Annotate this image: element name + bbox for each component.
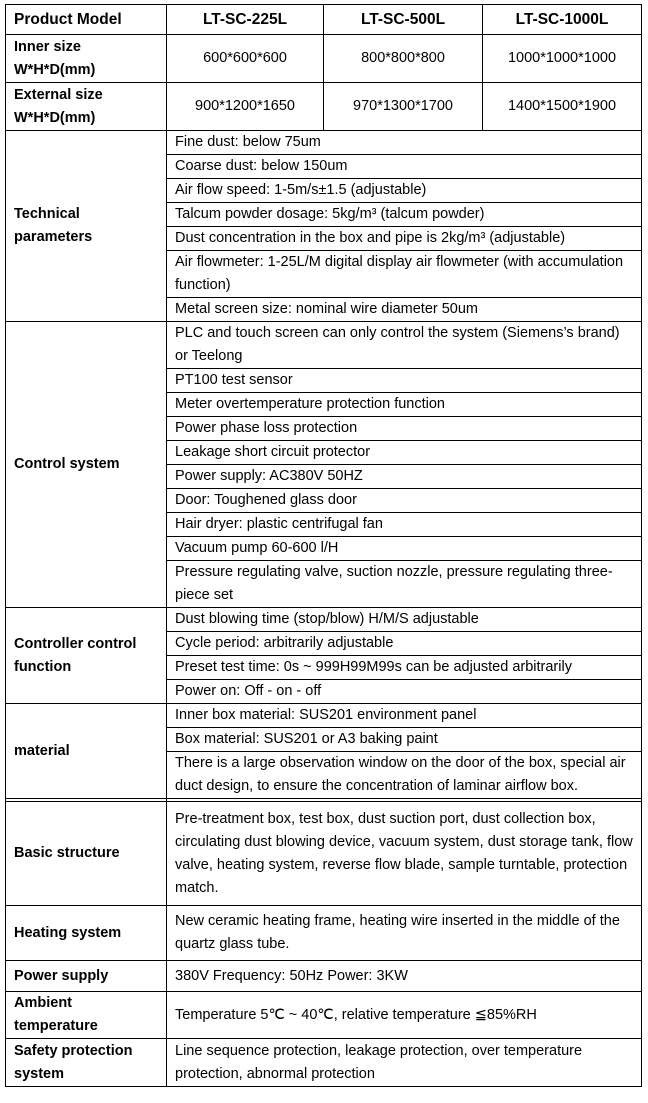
technical-item: Dust concentration in the box and pipe is 2kg/m³ (adjustable) [167, 227, 642, 251]
technical-item: Fine dust: below 75um [167, 131, 642, 155]
external-size-225l: 900*1200*1650 [167, 83, 324, 131]
material-row [6, 704, 642, 728]
power-value: 380V Frequency: 50Hz Power: 3KW [167, 961, 642, 992]
controller-item: Cycle period: arbitrarily adjustable [167, 632, 642, 656]
header-model-500l: LT-SC-500L [324, 5, 483, 35]
inner-size-1000l: 1000*1000*1000 [483, 35, 642, 83]
external-size-label: External size W*H*D(mm) [6, 83, 167, 131]
safety-row [6, 1039, 642, 1087]
technical-item: Air flow speed: 1-5m/s±1.5 (adjustable) [167, 179, 642, 203]
controller-label: Controller control function [6, 608, 167, 704]
control-item: Hair dryer: plastic centrifugal fan [167, 513, 642, 537]
control-item: Door: Toughened glass door [167, 489, 642, 513]
inner-size-500l: 800*800*800 [324, 35, 483, 83]
technical-item: Air flowmeter: 1-25L/M digital display air flowmeter (with accumulation function) [167, 251, 642, 298]
control-item: Power supply: AC380V 50HZ [167, 465, 642, 489]
controller-item: Preset test time: 0s ~ 999H99M99s can be adjusted arbitrarily [167, 656, 642, 680]
heating-value: New ceramic heating frame, heating wire inserted in the middle of the quartz glass tube. [167, 906, 642, 961]
controller-item: Dust blowing time (stop/blow) H/M/S adjustable [167, 608, 642, 632]
basic-row [6, 802, 642, 906]
technical-label: Technical parameters [6, 131, 167, 322]
technical-item: Talcum powder dosage: 5kg/m³ (talcum powder) [167, 203, 642, 227]
control-item: Pressure regulating valve, suction nozzle, pressure regulating three-piece set [167, 561, 642, 608]
technical-row [6, 131, 642, 155]
inner-size-row [6, 35, 642, 83]
external-size-row [6, 83, 642, 131]
control-item: Leakage short circuit protector [167, 441, 642, 465]
control-item: Vacuum pump 60-600 l/H [167, 537, 642, 561]
material-label: material [6, 704, 167, 799]
control-item: Power phase loss protection [167, 417, 642, 441]
heating-label: Heating system [6, 906, 167, 961]
control-label: Control system [6, 322, 167, 608]
header-model-1000l: LT-SC-1000L [483, 5, 642, 35]
material-item: There is a large observation window on the door of the box, special air duct design, to ensure the concentration of laminar airflow box. [167, 752, 642, 799]
control-row [6, 322, 642, 369]
control-item: PLC and touch screen can only control the system (Siemens’s brand) or Teelong [167, 322, 642, 369]
external-size-500l: 970*1300*1700 [324, 83, 483, 131]
control-item: Meter overtemperature protection function [167, 393, 642, 417]
inner-size-label: Inner size W*H*D(mm) [6, 35, 167, 83]
heating-row [6, 906, 642, 961]
inner-size-225l: 600*600*600 [167, 35, 324, 83]
header-row [6, 5, 642, 35]
control-item: PT100 test sensor [167, 369, 642, 393]
power-row [6, 961, 642, 992]
spec-table [5, 4, 642, 1087]
safety-value: Line sequence protection, leakage protection, over temperature protection, abnormal protection [167, 1039, 642, 1087]
safety-label: Safety protection system [6, 1039, 167, 1087]
external-size-1000l: 1400*1500*1900 [483, 83, 642, 131]
material-item: Box material: SUS201 or A3 baking paint [167, 728, 642, 752]
power-label: Power supply [6, 961, 167, 992]
controller-row [6, 608, 642, 632]
header-model-225l: LT-SC-225L [167, 5, 324, 35]
header-product-model: Product Model [6, 5, 167, 35]
basic-value: Pre-treatment box, test box, dust suction port, dust collection box, circulating dust blowing device, vacuum system, dust storage tank, flow valve, heating system, reverse flow blade, sample turntable, protection match. [167, 802, 642, 906]
basic-label: Basic structure [6, 802, 167, 906]
ambient-row [6, 992, 642, 1039]
ambient-label: Ambient temperature [6, 992, 167, 1039]
controller-item: Power on: Off - on - off [167, 680, 642, 704]
technical-item: Coarse dust: below 150um [167, 155, 642, 179]
technical-item: Metal screen size: nominal wire diameter 50um [167, 298, 642, 322]
material-item: Inner box material: SUS201 environment panel [167, 704, 642, 728]
ambient-value: Temperature 5℃ ~ 40℃, relative temperature ≦85%RH [167, 992, 642, 1039]
